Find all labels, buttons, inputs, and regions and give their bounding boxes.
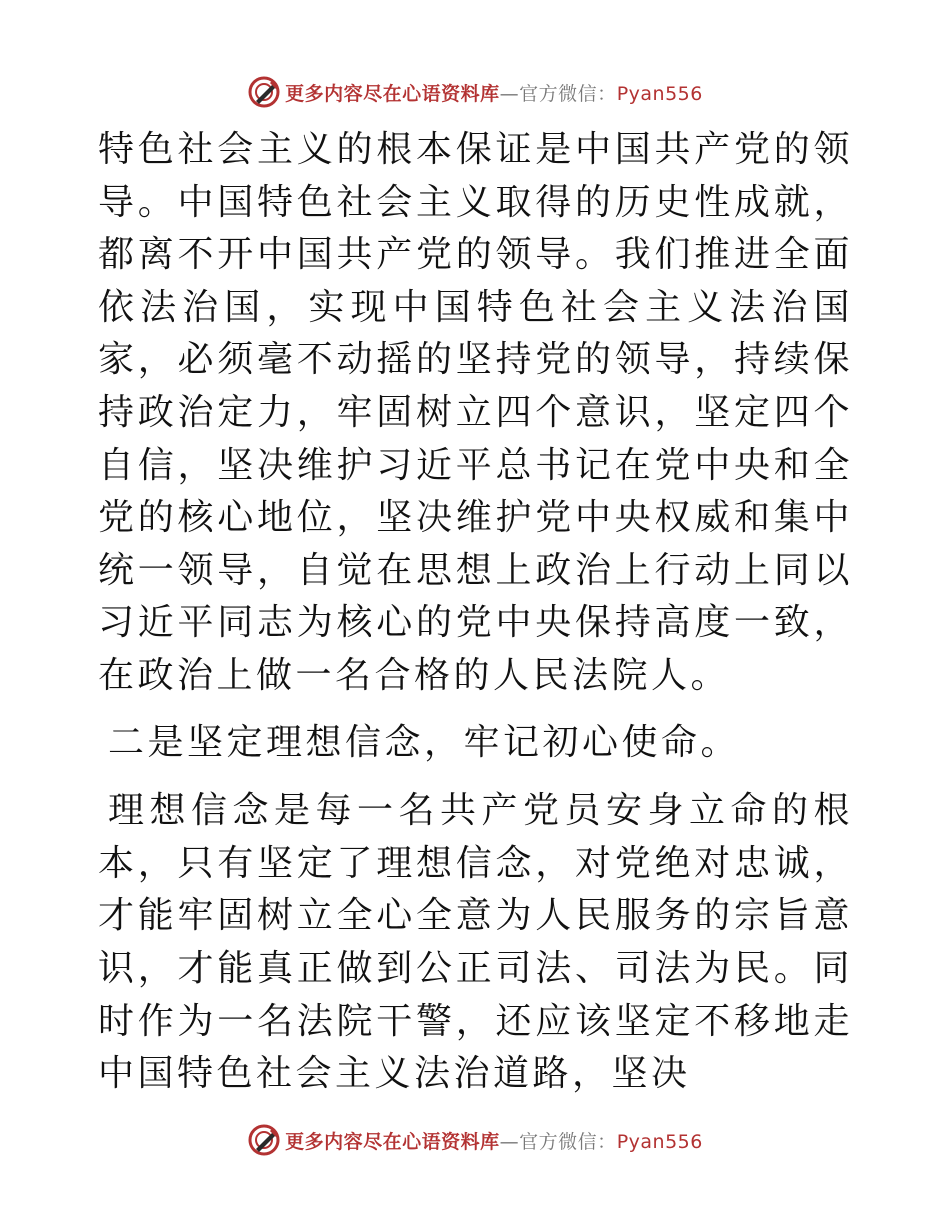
footer-banner <box>0 1120 950 1160</box>
footer-banner-text <box>285 1127 703 1154</box>
document-body <box>98 124 853 1101</box>
footer-wechat-id: Pyan556 <box>616 1130 703 1153</box>
footer-banner-separator: —官方微信： <box>499 1130 617 1153</box>
footer-banner-main: 更多内容尽在心语资料库 <box>285 1130 500 1153</box>
section-heading-2: 二是坚定理想信念，牢记初心使命。 <box>108 721 741 763</box>
seal-logo-icon <box>247 75 281 109</box>
header-banner-main: 更多内容尽在心语资料库 <box>285 82 500 105</box>
paragraph-1: 特色社会主义的根本保证是中国共产党的领导。中国特色社会主义取得的历史性成就，都离不开中国共产党的领导。我们推进全面依法治国，实现中国特色社会主义法治国家，必须毫不动摇的坚持党的领导，持续保持政治定力，牢固树立四个意识，坚定四个自信，坚决维护习近平总书记在党中央和全党的核心地位，坚决维护党中央权威和集中统一领导，自觉在思想上政治上行动上同以习近平同志为核心的党中央保持高度一致，在政治上做一名合格的人民法院人。 <box>98 129 853 696</box>
header-banner <box>0 72 950 112</box>
header-banner-separator: —官方微信： <box>499 82 617 105</box>
seal-logo-icon <box>247 1123 281 1157</box>
paragraph-2: 理想信念是每一名共产党员安身立命的根本，只有坚定了理想信念，对党绝对忠诚，才能牢固树立全心全意为人民服务的宗旨意识，才能真正做到公正司法、司法为民。同时作为一名法院干警，还应该坚定不移地走中国特色社会主义法治道路，坚决 <box>98 790 853 1095</box>
header-wechat-id: Pyan556 <box>616 82 703 105</box>
header-banner-text <box>285 79 703 106</box>
